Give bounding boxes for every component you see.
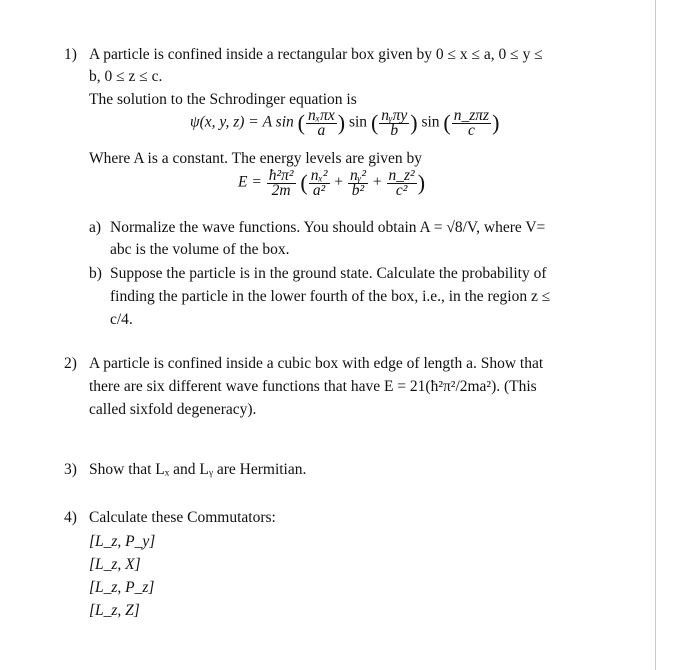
part-b-line2: finding the particle in the lower fourth of the box, i.e., in the region z ≤	[110, 288, 551, 305]
wavefunction-sin-y: sin	[348, 113, 368, 131]
problem-1-statement-line2: b, 0 ≤ z ≤ c.	[89, 68, 163, 85]
wavefunction-fraction-y: $\frac{\text{nᵧπy}}{b}$	[381, 107, 408, 139]
commutator-2: [L_z, X]	[89, 556, 141, 573]
wavefunction-lhs: ψ(x, y, z) = A sin	[190, 113, 294, 131]
part-a-line2: abc is the volume of the box.	[110, 241, 290, 258]
part-b-line1: Suppose the particle is in the ground state. Calculate the probability of	[110, 265, 547, 282]
wavefunction-equation: ψ(x, y, z) = A sin ( $\frac{\text{nₓπx}}{a}$ ) sin ( $\frac{\text{nᵧπy}}{b}$ ) sin ( $\frac{\text{n\_zπz}}{c}$ )	[190, 107, 500, 139]
energy-plus-1: +	[334, 173, 344, 191]
problem-3-line1: Show that Lₓ and Lᵧ are Hermitian.	[89, 461, 307, 478]
problem-4-line1: Calculate these Commutators:	[89, 509, 276, 526]
energy-term-z: $\frac{\text{n\_z²}}{\text{c²}}$	[388, 167, 415, 199]
energy-term-y: $\frac{\text{nᵧ²}}{\text{b²}}$	[350, 167, 366, 199]
wavefunction-sin-z: sin	[421, 113, 440, 131]
problem-1-statement-line1: A particle is confined inside a rectangular box given by 0 ≤ x ≤ a, 0 ≤ y ≤	[89, 46, 543, 63]
problem-4-number: 4)	[64, 509, 77, 526]
part-a-label: a)	[89, 219, 102, 236]
energy-prefactor: $\frac{\text{ħ²π²}}{2m}$	[268, 167, 294, 199]
energy-equation: E = $\frac{\text{ħ²π²}}{2m}$ ( $\frac{\text{nₓ²}}{\text{a²}}$ + $\frac{\text{nᵧ²}}{\text{b²}}$ + $\frac{\text{n\_z²}}{\text{c²}}$ )	[238, 167, 426, 199]
problem-3-number: 3)	[64, 461, 77, 478]
commutator-1: [L_z, P_y]	[89, 533, 156, 550]
problem-2-line2: there are six different wave functions that have E = 21(ħ²π²/2ma²). (This	[89, 378, 537, 395]
page-margin-line	[655, 0, 656, 670]
energy-lhs: E =	[238, 173, 262, 191]
commutator-4: [L_z, Z]	[89, 602, 140, 619]
energy-plus-2: +	[372, 173, 382, 191]
part-a-line1: Normalize the wave functions. You should obtain A = √8/V, where V=	[110, 219, 546, 236]
problem-1-line4: Where A is a constant. The energy levels are given by	[89, 150, 423, 167]
commutator-3: [L_z, P_z]	[89, 579, 155, 596]
problem-1-line3: The solution to the Schrodinger equation is	[89, 91, 357, 108]
problem-1-number: 1)	[64, 46, 77, 63]
wavefunction-fraction-x: $\frac{\text{nₓπx}}{a}$	[307, 107, 335, 139]
energy-term-x: $\frac{\text{nₓ²}}{\text{a²}}$	[310, 167, 328, 199]
problem-2-line1: A particle is confined inside a cubic box with edge of length a. Show that	[89, 355, 544, 372]
problem-2-number: 2)	[64, 355, 77, 372]
part-b-label: b)	[89, 265, 102, 282]
problem-2-line3: called sixfold degeneracy).	[89, 401, 257, 418]
part-b-line3: c/4.	[110, 311, 133, 328]
wavefunction-fraction-z: $\frac{\text{n\_zπz}}{c}$	[453, 107, 490, 139]
